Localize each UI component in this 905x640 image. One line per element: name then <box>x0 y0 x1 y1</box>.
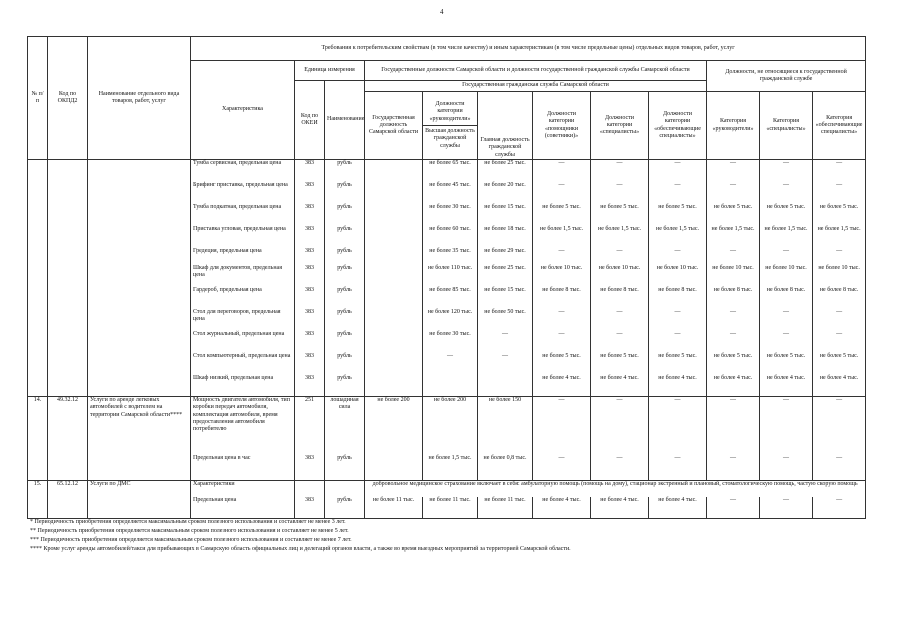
row-value: не более 120 тыс. <box>423 309 478 331</box>
row-value: — <box>760 248 813 265</box>
row-value: не более 11 тыс. <box>423 497 478 519</box>
row-item-name <box>88 455 191 481</box>
row-value: — <box>533 397 591 455</box>
row-number <box>28 375 48 397</box>
table-row <box>28 182 866 204</box>
row-unit-code: 383 <box>295 204 325 226</box>
row-unit-code: 383 <box>295 226 325 248</box>
row-okpd <box>48 160 88 182</box>
row-okpd: 49.32.12 <box>48 397 88 455</box>
table-row <box>28 309 866 331</box>
row-value: не более 10 тыс. <box>760 265 813 287</box>
row-characteristic: Гардероб, предельная цена <box>191 287 295 309</box>
row-value: не более 1,5 тыс. <box>649 226 707 248</box>
row-value: — <box>533 455 591 481</box>
row-number <box>28 455 48 481</box>
row-value: не более 8 тыс. <box>707 287 760 309</box>
footnote: **** Кроме услуг аренды автомобилей/такси для прибывающих в Самарскую область официальных лиц и делегаций органов власти, а также во время выездных мероприятий за территорией Самарской области. <box>30 546 571 552</box>
row-item-name <box>88 204 191 226</box>
row-value: не более 20 тыс. <box>478 182 533 204</box>
row-item-name <box>88 353 191 375</box>
col-number: № п/п <box>28 37 48 160</box>
row-unit-name: рубль <box>325 265 365 287</box>
row-value: не более 11 тыс. <box>365 497 423 519</box>
row-okpd <box>48 204 88 226</box>
row-value <box>365 265 423 287</box>
requirements-table <box>27 36 866 519</box>
row-value: — <box>591 309 649 331</box>
row-value: не более 45 тыс. <box>423 182 478 204</box>
higher-label: Высшая должность гражданской службы <box>425 128 475 149</box>
col-helpers: Должности категории «помощники (советники)» <box>533 92 591 160</box>
row-value <box>365 160 423 182</box>
row-item-name <box>88 160 191 182</box>
row-number <box>28 226 48 248</box>
row-value: не более 60 тыс. <box>423 226 478 248</box>
row-item-name: Услуги по ДМС <box>88 481 191 497</box>
row-value: — <box>760 455 813 481</box>
row-value: не более 1,5 тыс. <box>591 226 649 248</box>
row-value <box>365 309 423 331</box>
row-value: — <box>591 248 649 265</box>
leaders-cat-label: Должности категории «руководители» <box>423 101 477 126</box>
row-unit-name: рубль <box>325 160 365 182</box>
row-number <box>28 309 48 331</box>
row-okpd <box>48 226 88 248</box>
row-value: — <box>813 309 866 331</box>
row-unit-name: рубль <box>325 248 365 265</box>
row-value: — <box>533 309 591 331</box>
row-value: не более 10 тыс. <box>813 265 866 287</box>
row-item-name <box>88 309 191 331</box>
table-row <box>28 455 866 481</box>
row-unit-name <box>325 481 365 497</box>
row-value: — <box>533 248 591 265</box>
table-header <box>28 37 866 160</box>
row-value: не более 1,5 тыс. <box>423 455 478 481</box>
col-cat-leaders: Категория «руководители» <box>707 92 760 160</box>
row-value: — <box>813 248 866 265</box>
row-okpd <box>48 353 88 375</box>
row-value: не более 110 тыс. <box>423 265 478 287</box>
row-value: не более 29 тыс. <box>478 248 533 265</box>
row-number <box>28 287 48 309</box>
row-number <box>28 331 48 353</box>
row-unit-name: рубль <box>325 375 365 397</box>
table-row <box>28 497 866 519</box>
row-value: не более 65 тыс. <box>423 160 478 182</box>
row-value: — <box>813 331 866 353</box>
row-value <box>365 226 423 248</box>
row-value: — <box>649 331 707 353</box>
row-number <box>28 497 48 519</box>
row-value <box>365 248 423 265</box>
row-value: не более 8 тыс. <box>649 287 707 309</box>
row-value <box>478 375 533 397</box>
row-number <box>28 248 48 265</box>
row-value: — <box>707 160 760 182</box>
row-unit-name: рубль <box>325 331 365 353</box>
row-value: — <box>649 248 707 265</box>
col-cat-specialists: Категория «специалисты» <box>760 92 813 160</box>
table-row <box>28 331 866 353</box>
col-main: Главная должность гражданской службы <box>478 92 533 160</box>
row-value: не более 5 тыс. <box>533 353 591 375</box>
row-value: не более 10 тыс. <box>591 265 649 287</box>
row-item-name <box>88 265 191 287</box>
row-value: — <box>707 331 760 353</box>
row-characteristic: Брифинг приставка, предельная цена <box>191 182 295 204</box>
row-value: не более 8 тыс. <box>813 287 866 309</box>
row-value: не более 30 тыс. <box>423 204 478 226</box>
col-gov-position: Государственная должность Самарской области <box>365 92 423 160</box>
row-value: не более 10 тыс. <box>707 265 760 287</box>
row-value: не более 11 тыс. <box>478 497 533 519</box>
row-unit-name: рубль <box>325 309 365 331</box>
row-item-name <box>88 375 191 397</box>
row-value: не более 15 тыс. <box>478 287 533 309</box>
row-value: — <box>591 397 649 455</box>
row-value: — <box>760 397 813 455</box>
row-value: не более 30 тыс. <box>423 331 478 353</box>
row-characteristic: Гредеция, предельная цена <box>191 248 295 265</box>
row-item-name <box>88 248 191 265</box>
row-characteristic: Приставка угловая, предельная цена <box>191 226 295 248</box>
row-unit-code: 383 <box>295 331 325 353</box>
row-value: не более 1,5 тыс. <box>813 226 866 248</box>
row-value: — <box>813 160 866 182</box>
row-unit-name: рубль <box>325 204 365 226</box>
row-unit-name: рубль <box>325 353 365 375</box>
row-okpd <box>48 497 88 519</box>
row-value: не более 4 тыс. <box>707 375 760 397</box>
row-value: не более 4 тыс. <box>760 375 813 397</box>
row-unit-code: 383 <box>295 265 325 287</box>
table-row <box>28 287 866 309</box>
table-row <box>28 397 866 455</box>
row-value: не более 8 тыс. <box>591 287 649 309</box>
col-unit-code: Код по ОКЕИ <box>295 81 325 160</box>
row-value: не более 200 <box>365 397 423 455</box>
row-unit-code: 383 <box>295 309 325 331</box>
row-value <box>365 455 423 481</box>
table-row <box>28 265 866 287</box>
row-characteristic: Шкаф низкий, предельная цена <box>191 375 295 397</box>
row-value: — <box>813 182 866 204</box>
row-span-text: добровольное медицинское страхование включает в себя: амбулаторную помощь (помощь на дому), стационар экстренный и плановый, стоматологическую помощь, частую скорую помощь <box>365 481 866 497</box>
row-value: не более 5 тыс. <box>649 353 707 375</box>
row-value: не более 5 тыс. <box>707 204 760 226</box>
table-row <box>28 353 866 375</box>
row-value: — <box>478 331 533 353</box>
col-unit-name: Наименование <box>325 81 365 160</box>
row-unit-name: рубль <box>325 287 365 309</box>
row-value: — <box>649 182 707 204</box>
row-unit-code: 383 <box>295 455 325 481</box>
table-row <box>28 248 866 265</box>
row-value: — <box>649 160 707 182</box>
row-value: не более 4 тыс. <box>813 375 866 397</box>
row-value: — <box>707 182 760 204</box>
row-number: 15. <box>28 481 48 497</box>
row-unit-code: 383 <box>295 182 325 204</box>
row-value: не более 8 тыс. <box>760 287 813 309</box>
row-number <box>28 182 48 204</box>
row-unit-name: рубль <box>325 182 365 204</box>
row-value: — <box>760 331 813 353</box>
row-value: не более 4 тыс. <box>649 375 707 397</box>
footnote: *** Периодичность приобретения определяется максимальным сроком полезного использования и составляет не менее 7 лет. <box>30 537 352 543</box>
row-value <box>365 182 423 204</box>
row-item-name: Услуги по аренде легковых автомобилей с водителем на территории Самарской области**** <box>88 397 191 455</box>
row-item-name <box>88 331 191 353</box>
row-unit-code: 383 <box>295 353 325 375</box>
row-value <box>365 204 423 226</box>
row-value: — <box>478 353 533 375</box>
col-higher <box>423 92 478 160</box>
row-okpd <box>48 287 88 309</box>
row-value <box>365 375 423 397</box>
row-value: не более 85 тыс. <box>423 287 478 309</box>
row-value: не более 4 тыс. <box>591 497 649 519</box>
table-row <box>28 481 866 497</box>
table-row <box>28 375 866 397</box>
row-value: не более 5 тыс. <box>591 204 649 226</box>
row-unit-code <box>295 481 325 497</box>
row-value <box>365 287 423 309</box>
row-value: не более 4 тыс. <box>649 497 707 519</box>
row-value: не более 25 тыс. <box>478 160 533 182</box>
row-value: не более 150 <box>478 397 533 455</box>
row-characteristic: Шкаф для документов, предельная цена <box>191 265 295 287</box>
row-characteristic: Характеристики <box>191 481 295 497</box>
row-unit-code: 251 <box>295 397 325 455</box>
row-value: — <box>533 182 591 204</box>
row-value: не более 35 тыс. <box>423 248 478 265</box>
row-characteristic: Тумба подкатная, предельная цена <box>191 204 295 226</box>
row-value: — <box>649 309 707 331</box>
row-value: — <box>591 160 649 182</box>
row-value: не более 4 тыс. <box>533 375 591 397</box>
row-characteristic: Тумба сервисная, предельная цена <box>191 160 295 182</box>
row-unit-name: лошадиная сила <box>325 397 365 455</box>
row-number <box>28 160 48 182</box>
row-value: — <box>649 455 707 481</box>
row-characteristic: Стол журнальный, предельная цена <box>191 331 295 353</box>
row-value: не более 15 тыс. <box>478 204 533 226</box>
col-cat-providers: Категория «обеспечивающие специалисты» <box>813 92 866 160</box>
row-value: не более 5 тыс. <box>760 353 813 375</box>
row-value: — <box>707 248 760 265</box>
row-value: не более 5 тыс. <box>591 353 649 375</box>
row-value: — <box>707 497 760 519</box>
row-value: — <box>813 397 866 455</box>
row-value: не более 5 тыс. <box>707 353 760 375</box>
row-unit-code: 383 <box>295 375 325 397</box>
row-item-name <box>88 287 191 309</box>
row-value: не более 5 тыс. <box>813 353 866 375</box>
row-value: — <box>423 353 478 375</box>
table-row <box>28 226 866 248</box>
row-unit-code: 383 <box>295 160 325 182</box>
row-value: не более 1,5 тыс. <box>707 226 760 248</box>
col-characteristic: Характеристика <box>191 61 295 160</box>
row-unit-name: рубль <box>325 497 365 519</box>
row-okpd <box>48 265 88 287</box>
row-okpd <box>48 182 88 204</box>
row-value: не более 4 тыс. <box>533 497 591 519</box>
row-value: не более 10 тыс. <box>649 265 707 287</box>
row-unit-name: рубль <box>325 455 365 481</box>
row-characteristic: Мощность двигателя автомобиля, тип коробки передач автомобиля, комплектация автомобиля, время предоставления автомобиля потребителю <box>191 397 295 455</box>
footnote: ** Периодичность приобретения определяется максимальным сроком полезного использования и составляет не менее 5 лет. <box>30 528 349 534</box>
row-value <box>365 331 423 353</box>
gov-positions-heading: Государственные должности Самарской области и должности государственной гражданской службы Самарской области <box>365 61 707 81</box>
row-number <box>28 265 48 287</box>
row-value: не более 25 тыс. <box>478 265 533 287</box>
row-okpd: 65.12.12 <box>48 481 88 497</box>
row-value: — <box>591 331 649 353</box>
row-value: — <box>760 309 813 331</box>
row-okpd <box>48 248 88 265</box>
row-unit-code: 383 <box>295 248 325 265</box>
requirements-heading: Требования к потребительским свойствам (в том числе качеству) и иным характеристикам (в том числе предельные цены) отдельных видов товаров, работ, услуг <box>191 37 866 61</box>
table-row <box>28 204 866 226</box>
row-value: не более 5 тыс. <box>760 204 813 226</box>
row-characteristic: Предельная цена в час <box>191 455 295 481</box>
row-value: — <box>707 309 760 331</box>
non-civil-heading: Должности, не относящиеся к государственной гражданской службе <box>707 61 866 92</box>
row-unit-code: 383 <box>295 287 325 309</box>
row-value: — <box>760 182 813 204</box>
row-item-name <box>88 226 191 248</box>
row-value: — <box>591 182 649 204</box>
row-value <box>365 353 423 375</box>
row-number: 14. <box>28 397 48 455</box>
row-value: — <box>813 455 866 481</box>
col-okpd: Код по ОКПД2 <box>48 37 88 160</box>
row-value <box>423 375 478 397</box>
row-value: не более 0,8 тыс. <box>478 455 533 481</box>
row-value: не более 1,5 тыс. <box>760 226 813 248</box>
row-characteristic: Предельная цена <box>191 497 295 519</box>
civil-service-heading: Государственная гражданская служба Самарской области <box>365 81 707 92</box>
row-value: — <box>707 455 760 481</box>
row-characteristic: Стол компьютерный, предельная цена <box>191 353 295 375</box>
row-value: — <box>760 160 813 182</box>
row-value: не более 50 тыс. <box>478 309 533 331</box>
row-characteristic: Стол для переговоров, предельная цена <box>191 309 295 331</box>
row-value: не более 4 тыс. <box>591 375 649 397</box>
page-number: 4 <box>440 8 444 16</box>
row-value: не более 1,5 тыс. <box>533 226 591 248</box>
row-value: — <box>533 160 591 182</box>
row-value: не более 18 тыс. <box>478 226 533 248</box>
table-body <box>28 160 866 519</box>
row-value: — <box>707 397 760 455</box>
row-value: не более 200 <box>423 397 478 455</box>
row-value: — <box>591 455 649 481</box>
col-specialists: Должности категории «специалисты» <box>591 92 649 160</box>
row-unit-name: рубль <box>325 226 365 248</box>
row-item-name <box>88 182 191 204</box>
footnote: * Периодичность приобретения определяется максимальным сроком полезного использования и составляет не менее 3 лет. <box>30 519 346 525</box>
row-unit-code: 383 <box>295 497 325 519</box>
col-providers: Должности категории «обеспечивающие специалисты» <box>649 92 707 160</box>
row-value: не более 5 тыс. <box>649 204 707 226</box>
row-item-name <box>88 497 191 519</box>
row-value: не более 5 тыс. <box>533 204 591 226</box>
row-value: не более 5 тыс. <box>813 204 866 226</box>
col-item-name: Наименование отдельного вида товаров, работ, услуг <box>88 37 191 160</box>
table-row <box>28 160 866 182</box>
row-okpd <box>48 455 88 481</box>
col-unit: Единица измерения <box>295 61 365 81</box>
row-value: — <box>813 497 866 519</box>
row-number <box>28 204 48 226</box>
row-value: не более 8 тыс. <box>533 287 591 309</box>
row-number <box>28 353 48 375</box>
row-value: не более 10 тыс. <box>533 265 591 287</box>
row-value: — <box>760 497 813 519</box>
row-okpd <box>48 331 88 353</box>
row-okpd <box>48 309 88 331</box>
row-value: — <box>649 397 707 455</box>
row-okpd <box>48 375 88 397</box>
row-value: — <box>533 331 591 353</box>
